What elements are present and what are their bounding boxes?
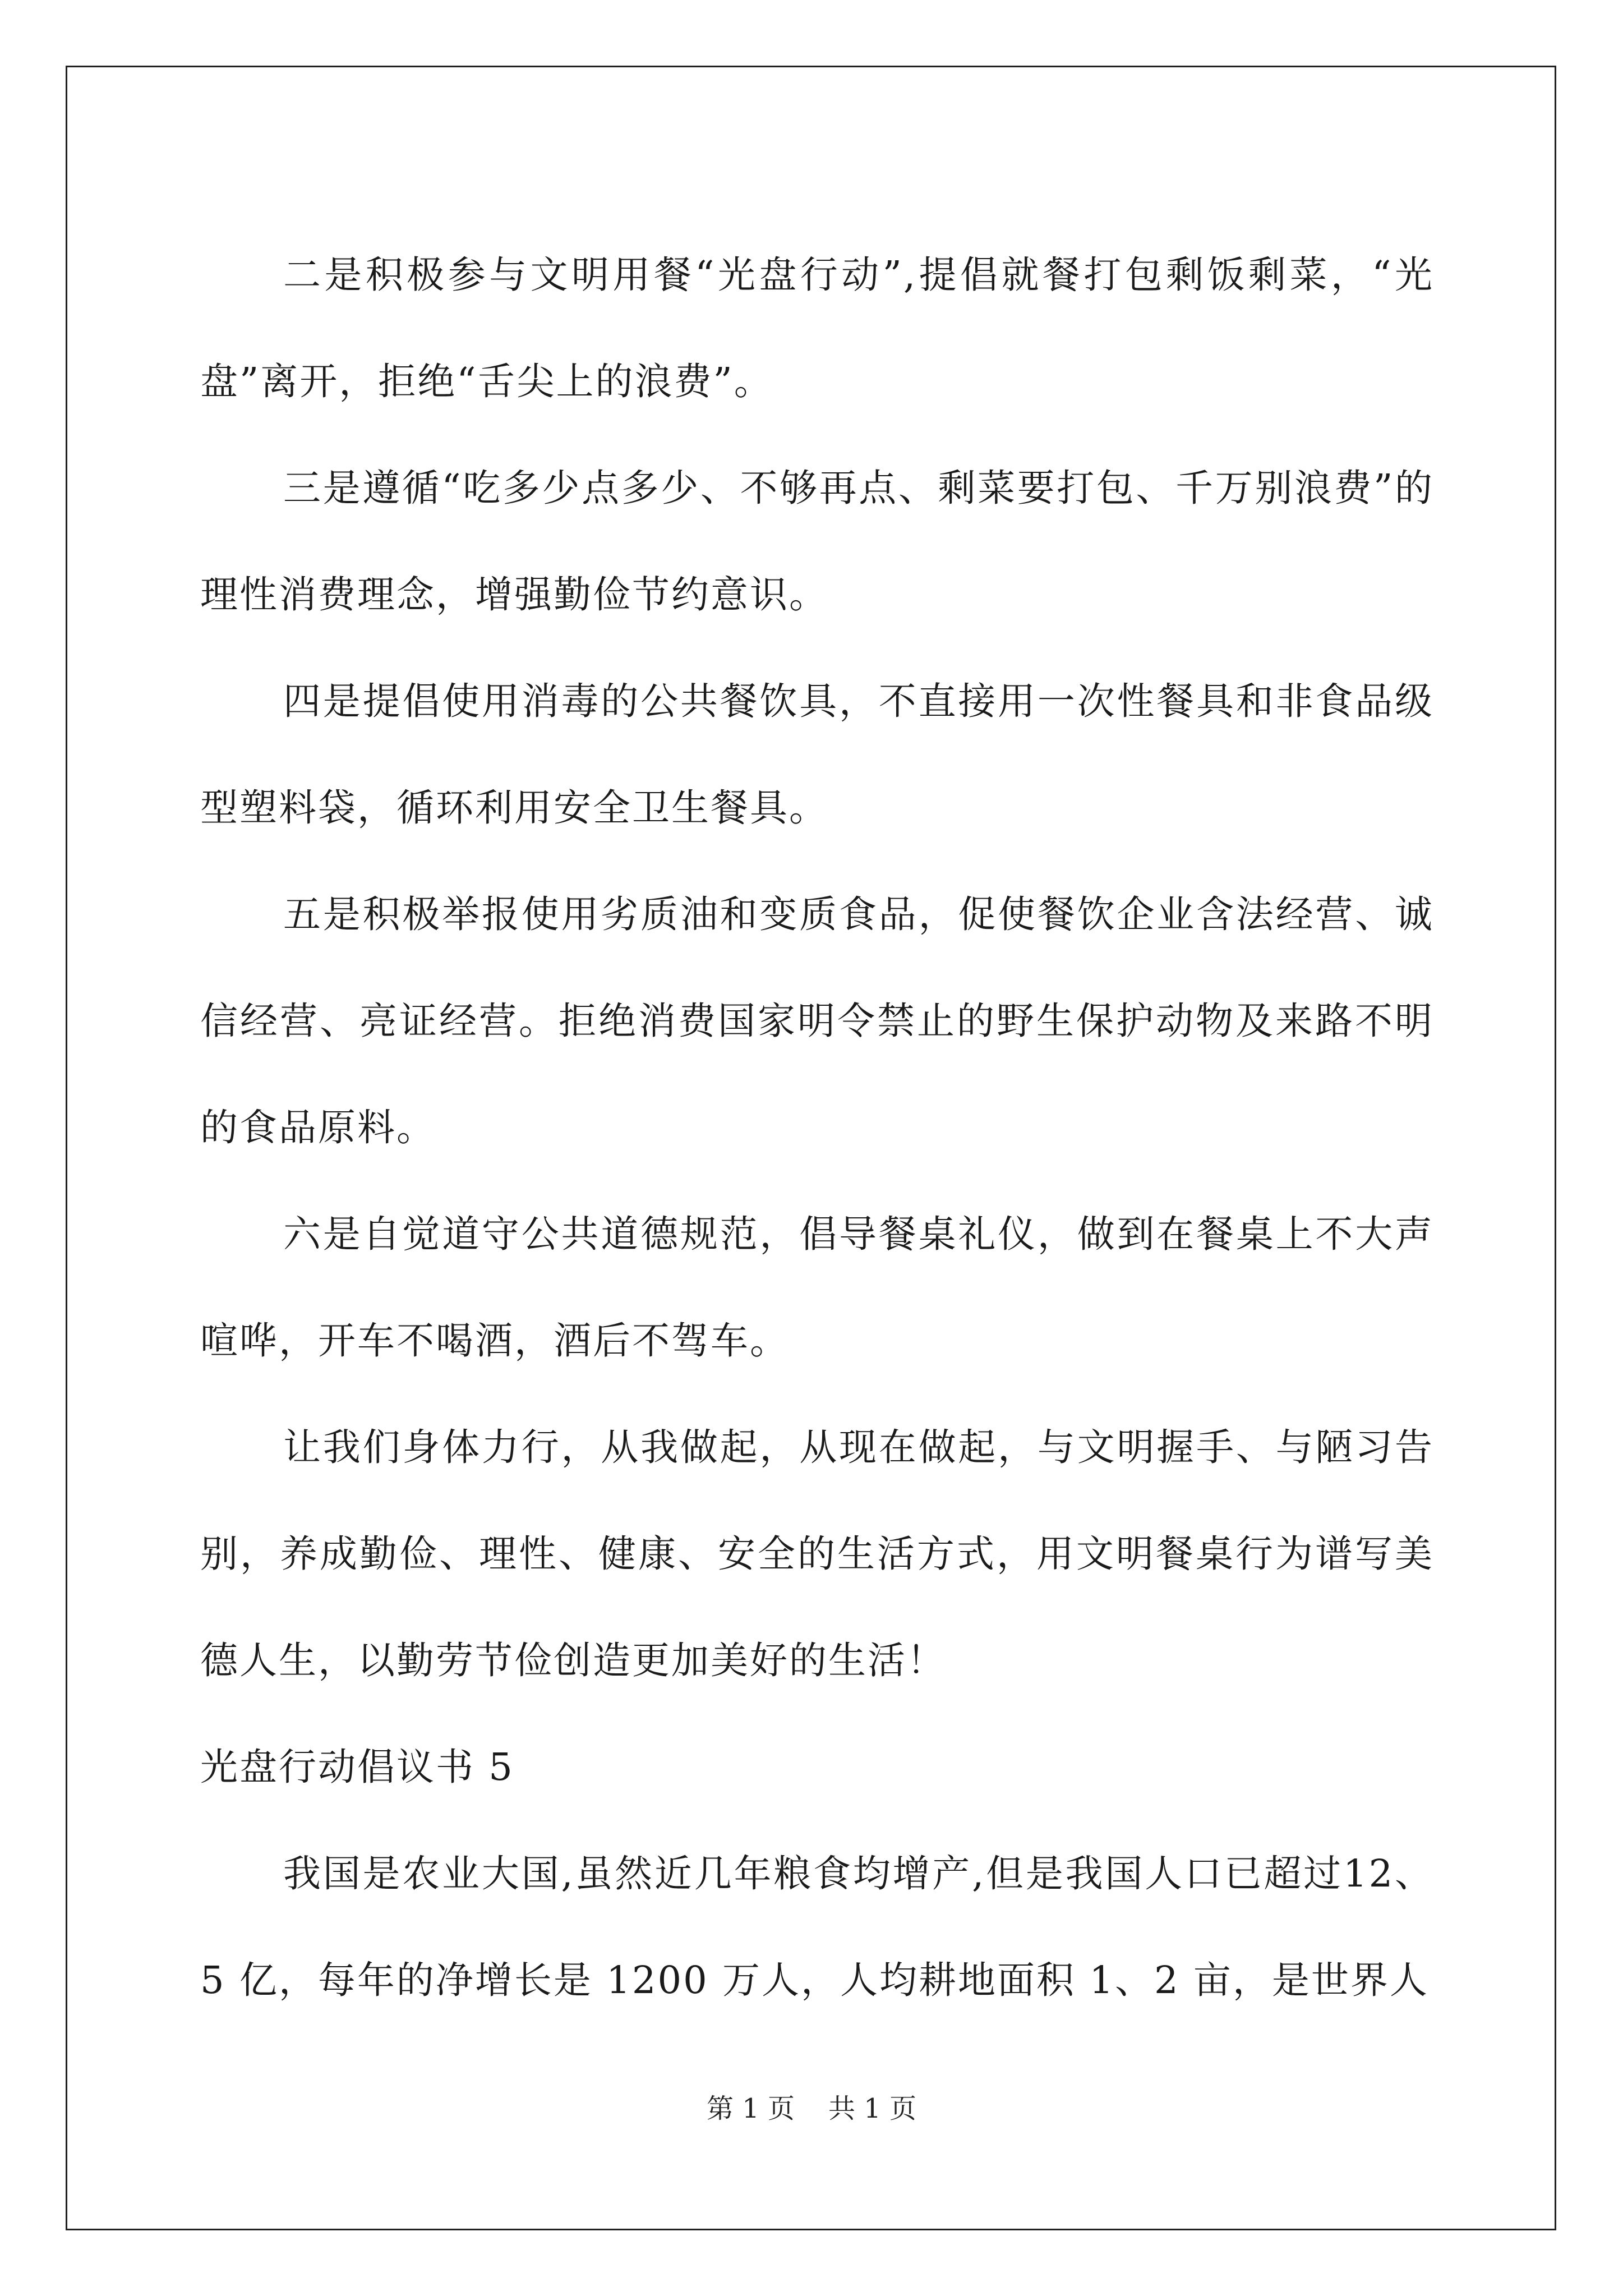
section-heading: 光盘行动倡议书 5: [200, 1745, 514, 1789]
paragraph-3: 三是遵循“吃多少点多少、不够再点、剩菜要打包、千万别浪费”的理性消费理念，增强勤俭节约意识。: [200, 466, 1434, 616]
section-paragraph-1: 我国是农业大国,虽然近几年粮食均增产,但是我国人口已超过12、5 亿，每年的净增长是 1200 万人，人均耕地面积 1、2 亩，是世界人: [200, 1852, 1434, 2002]
document-body: [200, 222, 1434, 2033]
paragraph-5: 五是积极举报使用劣质油和变质食品，促使餐饮企业含法经营、诚信经营、亮证经营。拒绝消费国家明令禁止的野生保护动物及来路不明的食品原料。: [200, 892, 1434, 1149]
paragraph-2: 二是积极参与文明用餐“光盘行动”,提倡就餐打包剩饭剩菜，“光盘”离开，拒绝“舌尖上的浪费”。: [200, 253, 1434, 403]
paragraph-4: 四是提倡使用消毒的公共餐饮具，不直接用一次性餐具和非食品级型塑料袋，循环利用安全卫生餐具。: [200, 679, 1434, 830]
page-footer: [0, 2087, 1623, 2125]
paragraph-closing: 让我们身体力行，从我做起，从现在做起，与文明握手、与陋习告别，养成勤俭、理性、健康、安全的生活方式，用文明餐桌行为谱写美德人生，以勤劳节俭创造更加美好的生活！: [200, 1425, 1434, 1682]
page-number: 第 1 页: [706, 2093, 795, 2124]
paragraph-6: 六是自觉道守公共道德规范，倡导餐桌礼仪，做到在餐桌上不大声喧哗，开车不喝酒，酒后不驾车。: [200, 1212, 1434, 1363]
page-total: 共 1 页: [828, 2093, 917, 2124]
